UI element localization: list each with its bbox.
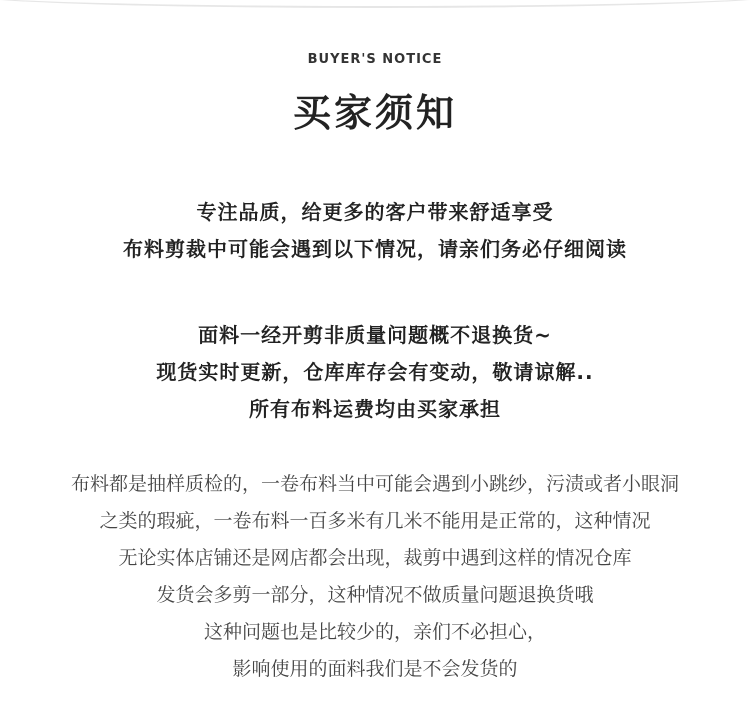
detail-line: 布料都是抽样质检的，一卷布料当中可能会遇到小跳纱，污渍或者小眼洞 [70,473,679,495]
detail-line: 影响使用的面料我们是不会发货的 [232,658,518,680]
detail-line: 这种问题也是比较少的，亲们不必担心， [203,621,546,643]
policy-section [0,317,750,428]
intro-line: 布料剪裁中可能会遇到以下情况，请亲们务必仔细阅读 [123,237,627,261]
detail-line: 无论实体店铺还是网店都会出现，裁剪中遇到这样的情况仓库 [118,547,632,569]
notice-subtitle: BUYER'S NOTICE [307,52,443,67]
page-title: 买家须知 [292,91,457,135]
detail-line: 之类的瑕疵，一卷布料一百多米有几米不能用是正常的，这种情况 [99,510,651,532]
detail-section [0,466,750,688]
detail-line: 发货会多剪一部分，这种情况不做质量问题退换货哦 [156,584,594,606]
intro-line: 专注品质，给更多的客户带来舒适享受 [196,200,554,224]
policy-line: 现货实时更新，仓库库存会有变动，敬请谅解.. [156,360,594,384]
policy-line: 所有布料运费均由买家承担 [249,397,501,421]
policy-line: 面料一经开剪非质量问题概不退换货~ [198,323,552,347]
top-divider-arc [0,0,750,8]
intro-section [0,194,750,268]
